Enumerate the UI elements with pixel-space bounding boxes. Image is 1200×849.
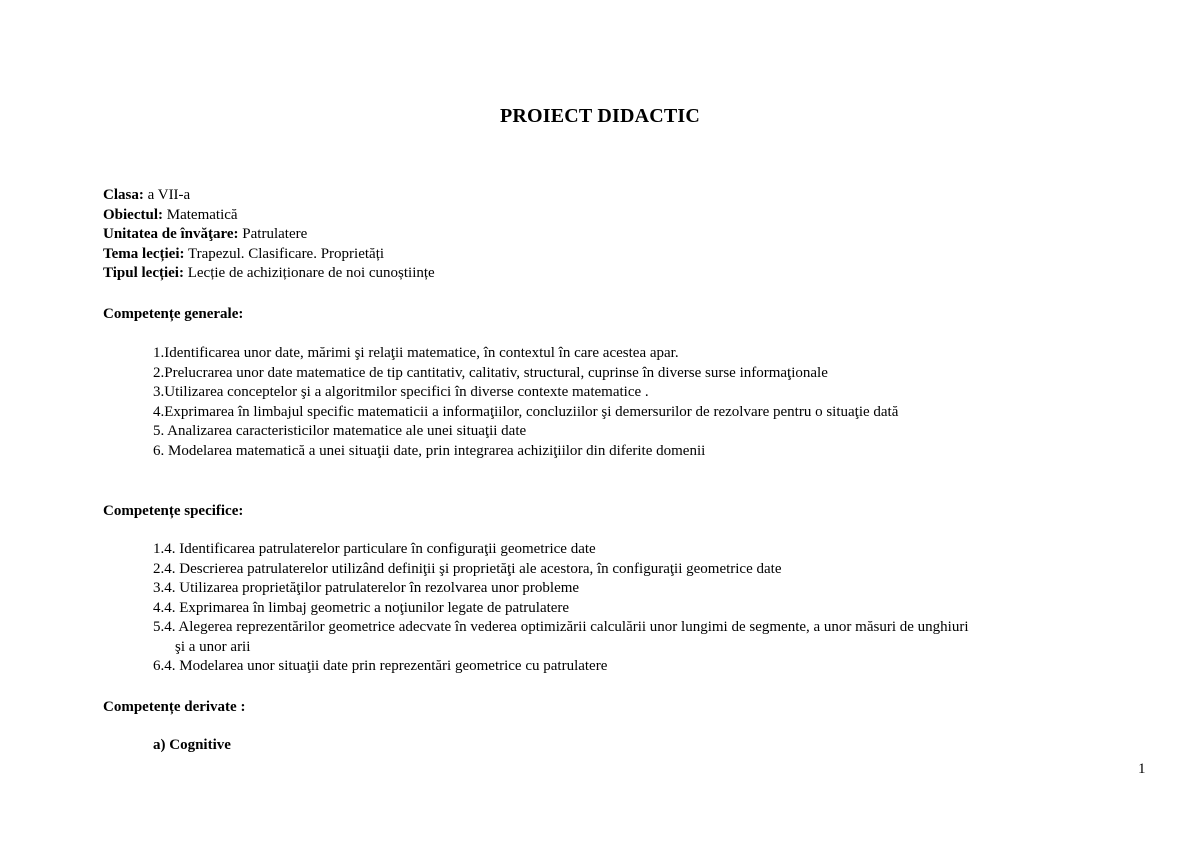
meta-class-value: a VII-a (143, 187, 191, 203)
meta-subject (103, 206, 435, 226)
list-item-continuation: şi a unor arii (175, 638, 251, 655)
specific-competences-list (153, 540, 969, 677)
general-competences-heading: Competențe generale: (103, 306, 244, 322)
meta-topic-label: Tema lecției: (103, 245, 185, 262)
list-item: 4.Exprimarea în limbajul specific matematicii a informaţiilor, concluziilor şi demersurilor de rezolvare pentru o situaţie dată (153, 403, 899, 420)
meta-subject-value: Matematică (163, 206, 238, 223)
meta-class (103, 186, 435, 206)
list-item (153, 618, 969, 657)
meta-class-label: Clasa: (103, 187, 144, 203)
list-item: 1.Identificarea unor date, mărimi şi relaţii matematice, în contextul în care acestea apar. (153, 345, 679, 361)
meta-lesson-type-value: Lecție de achiziționare de noi cunoștiințe (183, 265, 435, 281)
meta-topic-value: Trapezul. Clasificare. Proprietăți (184, 245, 385, 262)
list-item: 3.Utilizarea conceptelor şi a algoritmilor specifici în diverse contexte matematice . (153, 384, 649, 400)
list-item: 2.Prelucrarea unor date matematice de tip cantitativ, calitativ, structural, cuprinse în diverse surse informaţionale (153, 364, 828, 381)
cognitive-subheading: a) Cognitive (153, 737, 231, 753)
meta-unit-value: Patrulatere (238, 226, 308, 242)
list-item: 1.4. Identificarea patrulaterelor particulare în configuraţii geometrice date (153, 541, 596, 557)
meta-subject-label: Obiectul: (103, 206, 163, 223)
list-item: 5. Analizarea caracteristicilor matematice ale unei situaţii date (153, 423, 527, 439)
list-item: 6. Modelarea matematică a unei situaţii date, prin integrarea achiziţiilor din diferite domenii (153, 442, 706, 459)
general-competences-list (153, 344, 898, 461)
list-item: 2.4. Descrierea patrulaterelor utilizând definiţii şi proprietăţi ale acestora, în configuraţii geometrice date (153, 560, 782, 577)
meta-lesson-type (103, 264, 435, 284)
list-item: 4.4. Exprimarea în limbaj geometric a noţiunilor legate de patrulatere (153, 599, 570, 616)
meta-topic (103, 245, 435, 265)
specific-competences-heading: Competențe specifice: (103, 503, 244, 519)
lesson-meta (103, 186, 435, 284)
meta-unit (103, 225, 435, 245)
list-item-line: 5.4. Alegerea reprezentărilor geometrice adecvate în vederea optimizării calculării unor lungimi de segmente, a unor măsuri de unghiuri (153, 619, 969, 635)
meta-lesson-type-label: Tipul lecției: (103, 265, 184, 281)
document-title: PROIECT DIDACTIC (499, 105, 701, 127)
list-item: 3.4. Utilizarea proprietăţilor patrulaterelor în rezolvarea unor probleme (153, 580, 580, 596)
derived-competences-heading: Competențe derivate : (103, 699, 246, 715)
page-number: 1 (1138, 761, 1146, 777)
meta-unit-label: Unitatea de învăţare: (103, 226, 239, 242)
list-item: 6.4. Modelarea unor situaţii date prin reprezentări geometrice cu patrulatere (153, 658, 608, 674)
